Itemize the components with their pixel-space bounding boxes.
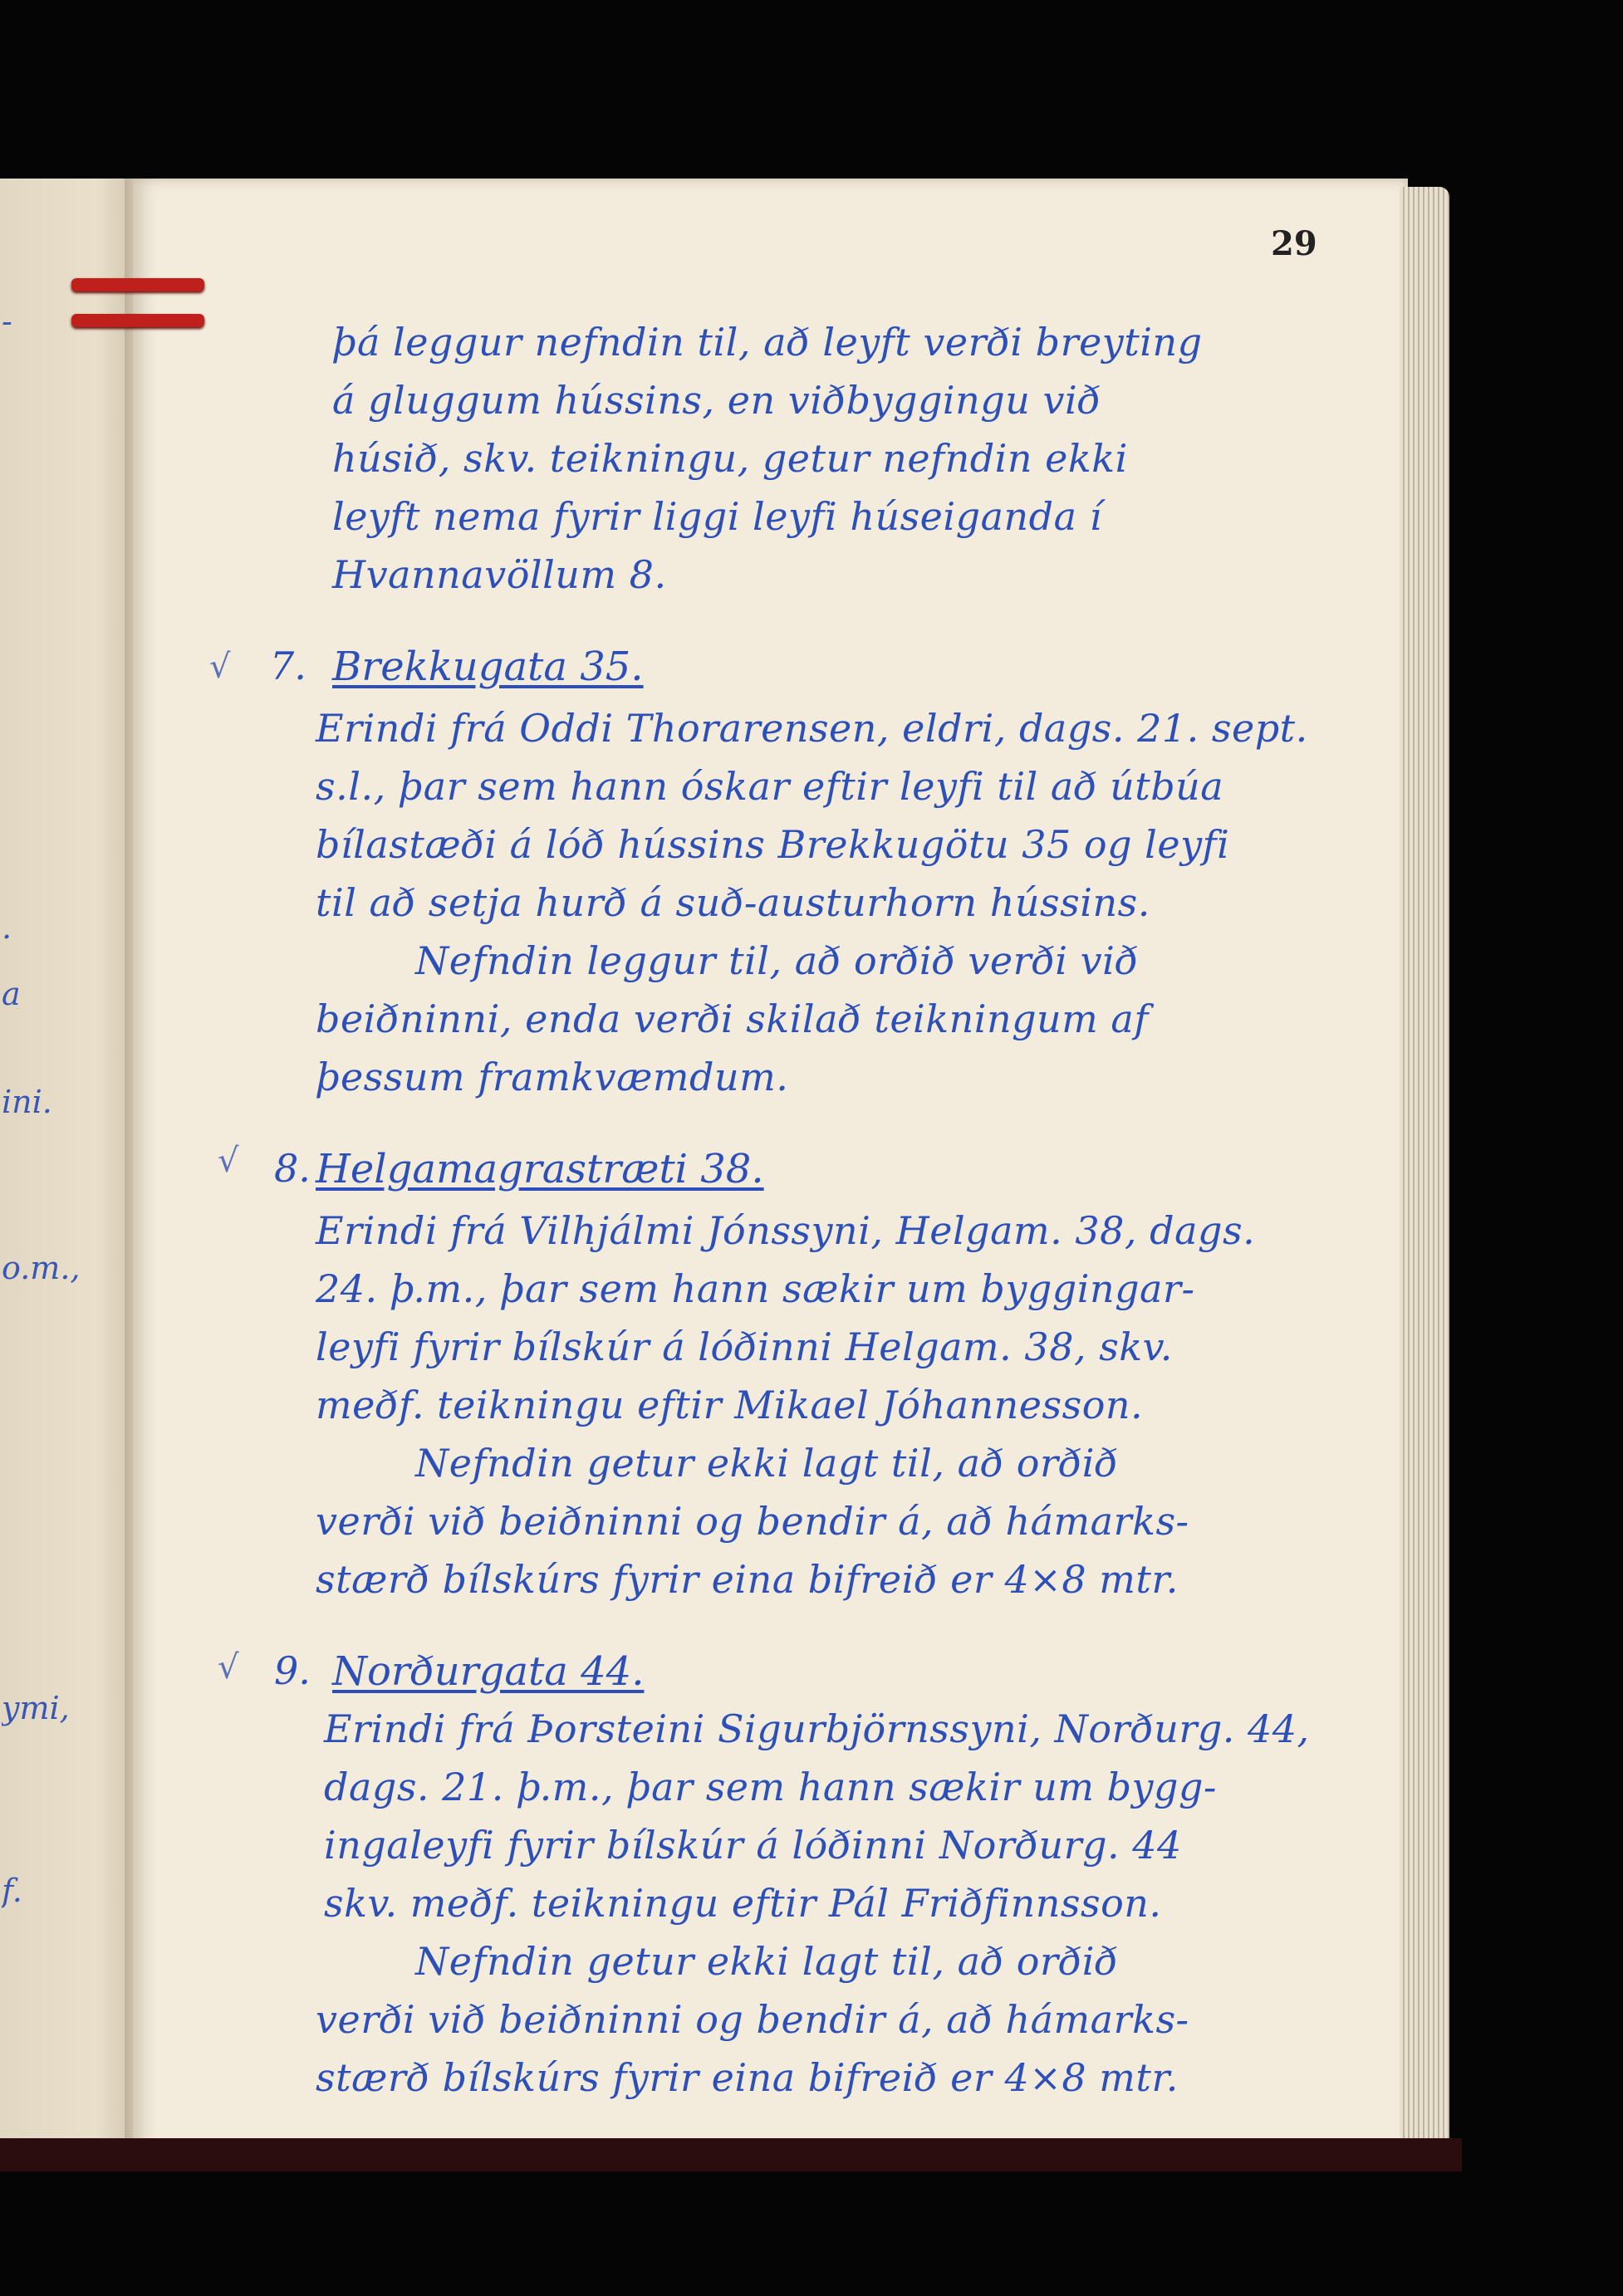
book-cover-edge: [0, 2138, 1462, 2171]
check-mark: √: [218, 1142, 239, 1180]
item-heading: Norðurgata 44.: [332, 1648, 645, 1695]
page-number: 29: [1271, 224, 1317, 263]
item-number: 7.: [270, 644, 306, 688]
text-line: meðf. teikningu eftir Mikael Jóhannesson.: [316, 1383, 1144, 1427]
text-line: Erindi frá Þorsteini Sigurbjörnssyni, Norðurg. 44,: [324, 1706, 1310, 1751]
text-line: verði við beiðninni og bendir á, að hámarks-: [316, 1499, 1189, 1544]
item-number: 9.: [274, 1648, 311, 1693]
text-line: Hvannavöllum 8.: [332, 552, 667, 597]
left-page-fragment: o.m.,: [2, 1250, 81, 1286]
text-line: beiðninni, enda verði skilað teikningum af: [316, 996, 1149, 1041]
left-page-fragment: f.: [2, 1873, 22, 1909]
left-page-fragment: ini.: [2, 1084, 52, 1120]
text-line: stærð bílskúrs fyrir eina bifreið er 4×8 mtr.: [316, 1557, 1179, 1602]
text-line: verði við beiðninni og bendir á, að hámarks-: [316, 1997, 1189, 2042]
left-page-fragment: .: [2, 909, 12, 946]
left-facing-page: [0, 179, 137, 2163]
text-line: þá leggur nefndin til, að leyft verði breyting: [332, 320, 1203, 365]
text-line: 24. þ.m., þar sem hann sækir um byggingar-: [316, 1266, 1195, 1311]
text-line: Nefndin leggur til, að orðið verði við: [415, 938, 1139, 983]
text-line: Erindi frá Oddi Thorarensen, eldri, dags. 21. sept.: [316, 706, 1308, 751]
text-line: leyft nema fyrir liggi leyfi húseiganda í: [332, 494, 1102, 539]
binding-stitch: [71, 314, 204, 327]
left-page-fragment: -: [2, 303, 12, 340]
text-line: skv. meðf. teikningu eftir Pál Friðfinnsson.: [324, 1881, 1162, 1926]
text-line: til að setja hurð á suð-austurhorn hússins.: [316, 880, 1150, 925]
text-line: bílastæði á lóð hússins Brekkugötu 35 og leyfi: [316, 822, 1230, 867]
text-line: ingaleyfi fyrir bílskúr á lóðinni Norðurg. 44: [324, 1823, 1182, 1868]
text-line: dags. 21. þ.m., þar sem hann sækir um bygg-: [324, 1765, 1217, 1809]
binding-stitch: [71, 278, 204, 291]
text-line: þessum framkvæmdum.: [316, 1055, 789, 1099]
item-heading: Brekkugata 35.: [332, 644, 644, 690]
left-page-fragment: a: [2, 976, 21, 1012]
item-number: 8.: [274, 1146, 311, 1191]
check-mark: √: [209, 648, 231, 686]
text-line: á gluggum hússins, en viðbyggingu við: [332, 378, 1101, 423]
text-line: húsið, skv. teikningu, getur nefndin ekki: [332, 436, 1128, 481]
text-line: Nefndin getur ekki lagt til, að orðið: [415, 1939, 1119, 1984]
text-line: Erindi frá Vilhjálmi Jónssyni, Helgam. 38, dags.: [316, 1208, 1256, 1253]
text-line: s.l., þar sem hann óskar eftir leyfi til að útbúa: [316, 764, 1224, 809]
text-line: leyfi fyrir bílskúr á lóðinni Helgam. 38, skv.: [316, 1324, 1173, 1369]
text-line: Nefndin getur ekki lagt til, að orðið: [415, 1441, 1119, 1486]
check-mark: √: [218, 1648, 239, 1687]
left-page-fragment: ymi,: [2, 1690, 70, 1726]
text-line: stærð bílskúrs fyrir eina bifreið er 4×8 mtr.: [316, 2055, 1179, 2100]
page-edges: [1400, 187, 1449, 2155]
item-heading: Helgamagrastræti 38.: [316, 1146, 764, 1192]
